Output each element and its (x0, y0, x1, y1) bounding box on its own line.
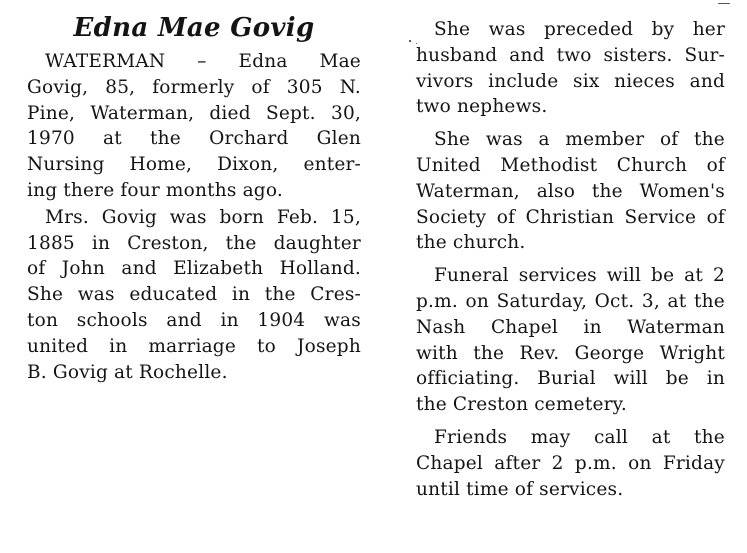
text-line (416, 289, 725, 315)
word: of (706, 206, 725, 228)
word: at (114, 361, 133, 383)
word: Sur- (684, 44, 725, 66)
word: the (264, 284, 296, 306)
word: Nash (416, 316, 466, 338)
word: Friends (434, 426, 508, 448)
word: be (665, 368, 689, 390)
word: two (416, 96, 452, 118)
left-column (27, 0, 361, 385)
word: Christian (525, 206, 615, 228)
paragraph (416, 425, 725, 502)
text-line (27, 231, 361, 257)
word: 2 (712, 265, 725, 287)
word: the (473, 342, 505, 364)
word: Funeral (434, 265, 509, 287)
word: Burial (537, 368, 596, 390)
word: Rev. (519, 342, 560, 364)
word: at (684, 265, 704, 287)
word: and (121, 258, 157, 280)
word: John (61, 258, 105, 280)
word: was (77, 284, 115, 306)
print-speck (409, 40, 411, 42)
word: two (556, 44, 592, 66)
word: and (509, 44, 545, 66)
word: Joseph (297, 335, 361, 357)
word: at (651, 426, 671, 448)
word: enter- (303, 154, 361, 176)
word: 15, (330, 206, 361, 228)
word: time (466, 478, 509, 500)
word: educated (129, 284, 218, 306)
text-line (416, 43, 725, 69)
word: cemetery. (534, 394, 627, 416)
word: Oct. (594, 290, 635, 312)
text-line (416, 392, 725, 418)
text-line (416, 366, 725, 392)
word: Wright (659, 342, 725, 364)
text-line (416, 230, 725, 256)
word: Elizabeth (173, 258, 264, 280)
word: at (667, 290, 687, 312)
word: was (485, 129, 523, 151)
word: her (692, 19, 725, 40)
word: there (63, 179, 115, 201)
word: Women's (639, 180, 725, 202)
word: be (651, 265, 675, 287)
word: B. (27, 361, 47, 383)
word: after (494, 452, 541, 474)
text-line (416, 477, 725, 503)
word: include (488, 70, 559, 92)
word: Service (624, 206, 697, 228)
text-line (27, 152, 361, 178)
word: nieces (614, 70, 675, 92)
word: vivors (416, 70, 474, 92)
paragraph (27, 205, 361, 386)
word: member (565, 129, 645, 151)
word: with (416, 342, 458, 364)
text-line (416, 127, 725, 153)
obituary-headline: Edna Mae Govig (73, 13, 315, 43)
text-line (27, 308, 361, 334)
text-line (416, 425, 725, 451)
word: Methodist (500, 154, 598, 176)
word: Chapel (416, 452, 484, 474)
word: in (706, 368, 725, 390)
word: the (150, 128, 181, 150)
text-line (27, 101, 361, 127)
text-line (416, 315, 725, 341)
paragraph (416, 127, 725, 256)
word: services (518, 265, 597, 287)
word: husband (416, 44, 498, 66)
word: 30, (330, 102, 361, 124)
word: She (27, 284, 64, 306)
text-line (27, 256, 361, 282)
word: was (169, 206, 207, 228)
word: church. (452, 232, 526, 254)
word: united (27, 335, 89, 357)
word: a (538, 129, 550, 151)
word: She (434, 129, 471, 151)
word: Saturday, (496, 290, 588, 312)
word: United (416, 154, 481, 176)
word: and (689, 70, 725, 92)
word: of (514, 478, 534, 500)
word: services. (539, 478, 624, 500)
word: of (27, 258, 46, 280)
word: four (120, 179, 160, 201)
word: Edna (238, 51, 288, 72)
word: also (536, 180, 576, 202)
text-line (416, 69, 725, 95)
text-line (27, 205, 361, 231)
word: ago. (242, 179, 283, 201)
word: She (434, 19, 471, 40)
text-line (27, 75, 361, 101)
word: until (416, 478, 461, 500)
word: months (165, 179, 237, 201)
word: Orchard (209, 128, 289, 150)
text-line (416, 153, 725, 179)
word: daughter (273, 232, 361, 254)
text-line (416, 17, 725, 43)
word: WATERMAN (45, 51, 166, 72)
word: Waterman, (90, 102, 195, 124)
word: the (591, 180, 623, 202)
word: schools (76, 309, 148, 331)
text-line (27, 334, 361, 360)
word: will (606, 265, 642, 287)
word: the (416, 394, 447, 416)
word: ing (27, 179, 58, 201)
word: the (694, 129, 725, 151)
word: the (694, 290, 725, 312)
word: Pine, (27, 102, 76, 124)
word: Creston (452, 394, 529, 416)
word: in (583, 316, 602, 338)
word: the (225, 232, 257, 254)
right-column (416, 0, 725, 502)
word: died (209, 102, 251, 124)
word: in (91, 232, 111, 254)
word: of (659, 129, 679, 151)
word: in (109, 335, 128, 357)
text-line (416, 341, 725, 367)
word: Feb. (276, 206, 319, 228)
text-line (416, 94, 725, 120)
word: may (530, 426, 571, 448)
word: Home, (129, 154, 193, 176)
word: born (219, 206, 265, 228)
paragraph (416, 263, 725, 418)
text-line (27, 178, 361, 204)
word: to (257, 335, 276, 357)
word: 305 (286, 76, 323, 98)
word: 1885 (27, 232, 75, 254)
word: nephews. (457, 96, 548, 118)
word: Cres- (310, 284, 361, 306)
word: – (197, 51, 207, 72)
text-line (27, 360, 361, 386)
word: p.m. (416, 290, 458, 312)
word: Holland. (279, 258, 361, 280)
word: 2 (551, 452, 564, 474)
word: George (574, 342, 645, 364)
word: the (416, 232, 447, 254)
word: Chapel (490, 316, 558, 338)
print-speck (416, 43, 417, 44)
word: Mrs. (45, 206, 89, 228)
word: Rochelle. (138, 361, 228, 383)
word: preceded (543, 19, 634, 40)
word: Waterman, (416, 180, 520, 202)
word: 85, (105, 76, 136, 98)
word: Waterman (627, 316, 725, 338)
word: was (488, 19, 526, 40)
word: the (694, 426, 725, 448)
word: Nursing (27, 154, 105, 176)
word: Sept. (265, 102, 316, 124)
word: N. (339, 76, 361, 98)
word: 1970 (27, 128, 75, 150)
word: of (251, 76, 270, 98)
paragraph (416, 17, 725, 120)
word: call (593, 426, 629, 448)
word: marriage (148, 335, 237, 357)
word: 1904 (257, 309, 306, 331)
word: Dixon, (217, 154, 279, 176)
word: ton (27, 309, 59, 331)
word: by (651, 19, 675, 40)
word: in (220, 309, 239, 331)
text-line (416, 205, 725, 231)
word: Mae (319, 51, 361, 72)
word: Friday (662, 452, 725, 474)
word: in (231, 284, 251, 306)
word: Govig (52, 361, 109, 383)
text-line (416, 263, 725, 289)
word: Church (616, 154, 688, 176)
word: was (323, 309, 361, 331)
word: Glen (316, 128, 361, 150)
word: Govig (101, 206, 157, 228)
text-line (416, 451, 725, 477)
word: Creston, (127, 232, 209, 254)
word: officiating. (416, 368, 520, 390)
word: of (706, 154, 725, 176)
text-line (416, 179, 725, 205)
word: 3, (641, 290, 660, 312)
text-line (27, 49, 361, 75)
word: Govig, (27, 76, 89, 98)
word: of (496, 206, 516, 228)
word: will (613, 368, 648, 390)
left-column-body (27, 49, 361, 385)
word: six (573, 70, 600, 92)
word: formerly (152, 76, 235, 98)
word: p.m. (574, 452, 617, 474)
text-line (27, 126, 361, 152)
word: at (103, 128, 122, 150)
print-speck (718, 3, 730, 4)
word: Society (416, 206, 487, 228)
paragraph (27, 49, 361, 204)
text-line (27, 282, 361, 308)
column-gutter (392, 0, 393, 553)
word: on (628, 452, 652, 474)
word: on (465, 290, 489, 312)
word: sisters. (603, 44, 673, 66)
right-column-body (416, 17, 725, 502)
word: and (166, 309, 202, 331)
